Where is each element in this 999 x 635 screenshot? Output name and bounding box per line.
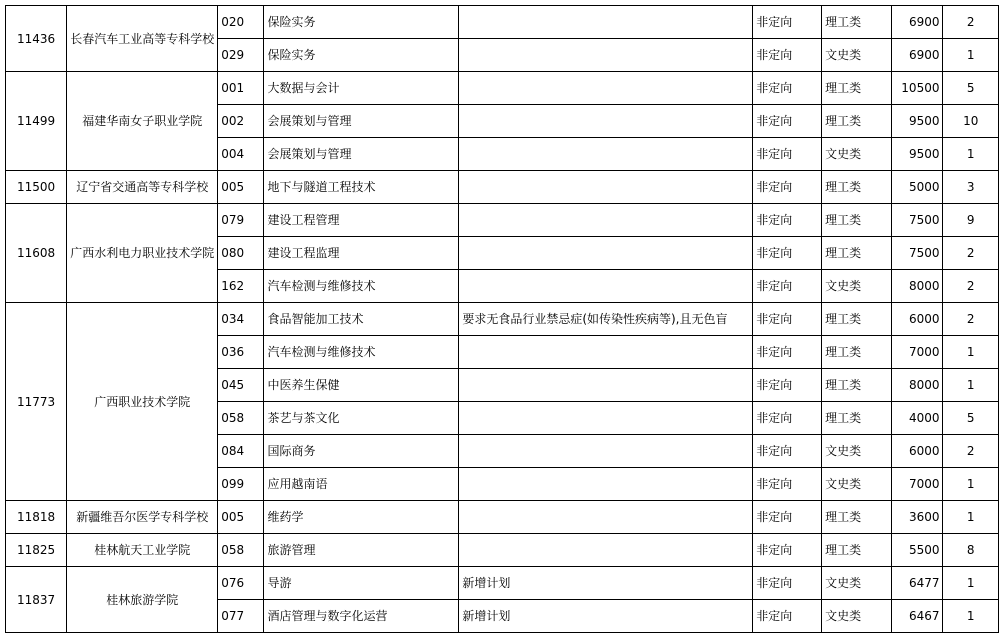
plan-count-cell: 1	[943, 567, 999, 600]
enrollment-plan-table	[5, 5, 999, 633]
major-code-cell: 079	[218, 204, 264, 237]
tuition-fee-cell: 6000	[891, 435, 943, 468]
tuition-fee-cell: 6467	[891, 600, 943, 633]
subject-category-cell: 理工类	[822, 336, 892, 369]
school-code-cell: 11818	[6, 501, 67, 534]
subject-category-cell: 文史类	[822, 39, 892, 72]
note-cell	[459, 468, 753, 501]
plan-type-cell: 非定向	[753, 336, 822, 369]
table-row	[6, 567, 999, 600]
major-code-cell: 020	[218, 6, 264, 39]
major-name-cell: 地下与隧道工程技术	[264, 171, 459, 204]
note-cell	[459, 336, 753, 369]
school-code-cell: 11500	[6, 171, 67, 204]
major-name-cell: 中医养生保健	[264, 369, 459, 402]
school-name-cell: 新疆维吾尔医学专科学校	[67, 501, 218, 534]
school-name-cell: 广西水利电力职业技术学院	[67, 204, 218, 303]
plan-type-cell: 非定向	[753, 600, 822, 633]
plan-count-cell: 1	[943, 369, 999, 402]
major-name-cell: 汽车检测与维修技术	[264, 336, 459, 369]
plan-type-cell: 非定向	[753, 138, 822, 171]
plan-count-cell: 2	[943, 303, 999, 336]
school-code-cell: 11436	[6, 6, 67, 72]
subject-category-cell: 文史类	[822, 600, 892, 633]
major-code-cell: 162	[218, 270, 264, 303]
note-cell	[459, 204, 753, 237]
subject-category-cell: 理工类	[822, 501, 892, 534]
tuition-fee-cell: 10500	[891, 72, 943, 105]
major-name-cell: 应用越南语	[264, 468, 459, 501]
major-code-cell: 058	[218, 534, 264, 567]
plan-count-cell: 1	[943, 468, 999, 501]
subject-category-cell: 理工类	[822, 534, 892, 567]
note-cell: 新增计划	[459, 567, 753, 600]
plan-count-cell: 2	[943, 435, 999, 468]
school-name-cell: 辽宁省交通高等专科学校	[67, 171, 218, 204]
subject-category-cell: 理工类	[822, 105, 892, 138]
major-name-cell: 会展策划与管理	[264, 105, 459, 138]
note-cell	[459, 6, 753, 39]
table-row	[6, 534, 999, 567]
note-cell	[459, 105, 753, 138]
tuition-fee-cell: 7000	[891, 336, 943, 369]
tuition-fee-cell: 7000	[891, 468, 943, 501]
tuition-fee-cell: 4000	[891, 402, 943, 435]
major-code-cell: 034	[218, 303, 264, 336]
plan-count-cell: 1	[943, 138, 999, 171]
note-cell	[459, 402, 753, 435]
subject-category-cell: 文史类	[822, 270, 892, 303]
school-code-cell: 11608	[6, 204, 67, 303]
plan-count-cell: 10	[943, 105, 999, 138]
tuition-fee-cell: 6900	[891, 6, 943, 39]
tuition-fee-cell: 8000	[891, 369, 943, 402]
subject-category-cell: 理工类	[822, 72, 892, 105]
subject-category-cell: 理工类	[822, 171, 892, 204]
plan-type-cell: 非定向	[753, 567, 822, 600]
major-code-cell: 002	[218, 105, 264, 138]
table-body	[6, 6, 999, 633]
plan-type-cell: 非定向	[753, 171, 822, 204]
plan-count-cell: 1	[943, 501, 999, 534]
plan-type-cell: 非定向	[753, 435, 822, 468]
plan-type-cell: 非定向	[753, 501, 822, 534]
major-code-cell: 076	[218, 567, 264, 600]
major-name-cell: 食品智能加工技术	[264, 303, 459, 336]
major-name-cell: 建设工程监理	[264, 237, 459, 270]
subject-category-cell: 理工类	[822, 402, 892, 435]
major-name-cell: 导游	[264, 567, 459, 600]
tuition-fee-cell: 6000	[891, 303, 943, 336]
note-cell	[459, 501, 753, 534]
plan-count-cell: 8	[943, 534, 999, 567]
major-name-cell: 会展策划与管理	[264, 138, 459, 171]
major-name-cell: 建设工程管理	[264, 204, 459, 237]
plan-count-cell: 1	[943, 39, 999, 72]
major-code-cell: 077	[218, 600, 264, 633]
note-cell: 要求无食品行业禁忌症(如传染性疾病等),且无色盲	[459, 303, 753, 336]
subject-category-cell: 文史类	[822, 138, 892, 171]
subject-category-cell: 文史类	[822, 468, 892, 501]
tuition-fee-cell: 6900	[891, 39, 943, 72]
major-name-cell: 旅游管理	[264, 534, 459, 567]
plan-count-cell: 9	[943, 204, 999, 237]
table-row	[6, 72, 999, 105]
tuition-fee-cell: 5000	[891, 171, 943, 204]
plan-count-cell: 2	[943, 270, 999, 303]
subject-category-cell: 文史类	[822, 435, 892, 468]
table-row	[6, 303, 999, 336]
plan-count-cell: 2	[943, 237, 999, 270]
tuition-fee-cell: 9500	[891, 105, 943, 138]
major-name-cell: 汽车检测与维修技术	[264, 270, 459, 303]
note-cell: 新增计划	[459, 600, 753, 633]
note-cell	[459, 435, 753, 468]
plan-type-cell: 非定向	[753, 6, 822, 39]
tuition-fee-cell: 8000	[891, 270, 943, 303]
note-cell	[459, 138, 753, 171]
major-name-cell: 保险实务	[264, 39, 459, 72]
tuition-fee-cell: 3600	[891, 501, 943, 534]
major-code-cell: 005	[218, 501, 264, 534]
table-row	[6, 6, 999, 39]
major-code-cell: 001	[218, 72, 264, 105]
subject-category-cell: 理工类	[822, 204, 892, 237]
tuition-fee-cell: 7500	[891, 204, 943, 237]
major-code-cell: 036	[218, 336, 264, 369]
plan-type-cell: 非定向	[753, 204, 822, 237]
plan-count-cell: 2	[943, 6, 999, 39]
note-cell	[459, 72, 753, 105]
note-cell	[459, 270, 753, 303]
tuition-fee-cell: 6477	[891, 567, 943, 600]
school-code-cell: 11825	[6, 534, 67, 567]
note-cell	[459, 171, 753, 204]
school-name-cell: 福建华南女子职业学院	[67, 72, 218, 171]
school-name-cell: 桂林旅游学院	[67, 567, 218, 633]
plan-type-cell: 非定向	[753, 402, 822, 435]
major-code-cell: 005	[218, 171, 264, 204]
major-name-cell: 维药学	[264, 501, 459, 534]
school-code-cell: 11837	[6, 567, 67, 633]
school-name-cell: 桂林航天工业学院	[67, 534, 218, 567]
subject-category-cell: 理工类	[822, 369, 892, 402]
plan-type-cell: 非定向	[753, 468, 822, 501]
major-code-cell: 099	[218, 468, 264, 501]
major-name-cell: 大数据与会计	[264, 72, 459, 105]
table-row	[6, 171, 999, 204]
plan-type-cell: 非定向	[753, 237, 822, 270]
table-row	[6, 204, 999, 237]
school-name-cell: 广西职业技术学院	[67, 303, 218, 501]
tuition-fee-cell: 9500	[891, 138, 943, 171]
major-code-cell: 045	[218, 369, 264, 402]
school-name-cell: 长春汽车工业高等专科学校	[67, 6, 218, 72]
plan-count-cell: 5	[943, 402, 999, 435]
major-name-cell: 国际商务	[264, 435, 459, 468]
plan-type-cell: 非定向	[753, 72, 822, 105]
plan-type-cell: 非定向	[753, 369, 822, 402]
plan-count-cell: 1	[943, 600, 999, 633]
plan-type-cell: 非定向	[753, 105, 822, 138]
major-code-cell: 029	[218, 39, 264, 72]
tuition-fee-cell: 5500	[891, 534, 943, 567]
plan-count-cell: 3	[943, 171, 999, 204]
note-cell	[459, 369, 753, 402]
school-code-cell: 11773	[6, 303, 67, 501]
plan-type-cell: 非定向	[753, 39, 822, 72]
major-code-cell: 058	[218, 402, 264, 435]
major-code-cell: 004	[218, 138, 264, 171]
subject-category-cell: 理工类	[822, 303, 892, 336]
tuition-fee-cell: 7500	[891, 237, 943, 270]
note-cell	[459, 534, 753, 567]
plan-type-cell: 非定向	[753, 270, 822, 303]
note-cell	[459, 39, 753, 72]
major-name-cell: 茶艺与茶文化	[264, 402, 459, 435]
note-cell	[459, 237, 753, 270]
major-name-cell: 酒店管理与数字化运营	[264, 600, 459, 633]
major-name-cell: 保险实务	[264, 6, 459, 39]
subject-category-cell: 理工类	[822, 6, 892, 39]
major-code-cell: 084	[218, 435, 264, 468]
plan-type-cell: 非定向	[753, 534, 822, 567]
plan-type-cell: 非定向	[753, 303, 822, 336]
table-row	[6, 501, 999, 534]
plan-count-cell: 1	[943, 336, 999, 369]
school-code-cell: 11499	[6, 72, 67, 171]
plan-count-cell: 5	[943, 72, 999, 105]
subject-category-cell: 理工类	[822, 237, 892, 270]
subject-category-cell: 文史类	[822, 567, 892, 600]
major-code-cell: 080	[218, 237, 264, 270]
